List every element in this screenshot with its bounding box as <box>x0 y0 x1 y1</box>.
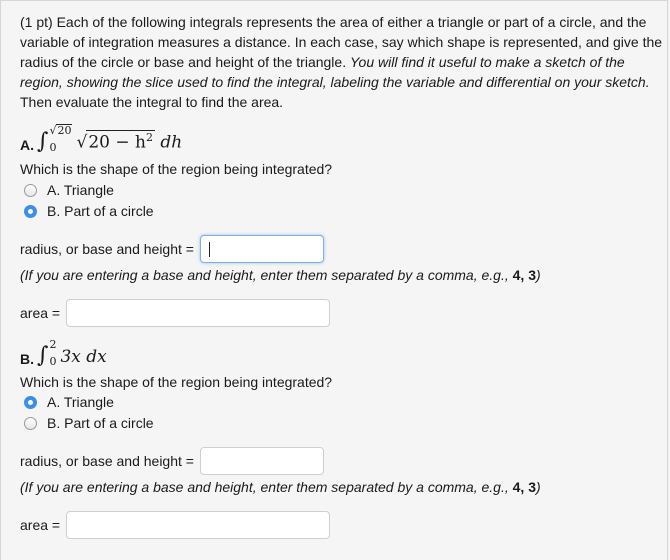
dims-label: radius, or base and height = <box>20 241 194 257</box>
part-a-area-row <box>20 299 330 327</box>
radio-button[interactable] <box>24 396 37 409</box>
part-b-dims-row <box>20 447 324 475</box>
part-a-upper-limit: 20 <box>57 124 72 137</box>
hint-example: 4, 3 <box>512 267 536 283</box>
part-a-area-input[interactable] <box>66 299 330 327</box>
area-label: area = <box>20 517 61 533</box>
part-a-hint <box>20 267 541 283</box>
intro-text: Each of the following integrals represents the area of either a triangle or part of a circle, and the variable of integration measures a distance. In each case, say which shape is represented, and give the radius of the circle or base and height of the triangle. <box>20 14 663 70</box>
part-a-dims-row <box>20 235 324 263</box>
hint-close: ) <box>536 479 541 495</box>
part-b-integral <box>20 337 107 367</box>
part-a-integral <box>20 123 182 153</box>
radio-button[interactable] <box>24 205 37 218</box>
part-a-question: Which is the shape of the region being integrated? <box>20 161 333 177</box>
option-label: A. Triangle <box>47 394 114 410</box>
hint-text: (If you are entering a base and height, enter them separated by a comma, e.g., <box>20 267 509 283</box>
intro-italic-text: You will find it useful to make a sketch of the region, showing the slice used to find the integral, labeling the variable and differential on your sketch. <box>20 54 650 90</box>
part-b-integrand: 3x dx <box>60 347 107 367</box>
part-b-upper-limit: 2 <box>49 338 57 351</box>
part-a-differential: dh <box>160 133 183 153</box>
area-label: area = <box>20 305 61 321</box>
part-b-area-input[interactable] <box>66 511 330 539</box>
problem-statement <box>20 12 665 112</box>
part-b-hint <box>20 479 541 495</box>
hint-example: 4, 3 <box>512 479 536 495</box>
part-b-question: Which is the shape of the region being integrated? <box>20 374 333 390</box>
part-b-lower-limit: 0 <box>49 355 57 368</box>
option-label: B. Part of a circle <box>47 415 154 431</box>
hint-close: ) <box>536 267 541 283</box>
part-b-limits <box>49 338 57 368</box>
part-b-label: B. <box>20 351 34 367</box>
part-a-dims-input[interactable] <box>200 235 324 263</box>
hint-text: (If you are entering a base and height, enter them separated by a comma, e.g., <box>20 479 509 495</box>
part-a-limits: √20 0 <box>49 124 72 154</box>
dims-label: radius, or base and height = <box>20 453 194 469</box>
part-a-label: A. <box>20 137 34 153</box>
part-a-lower-limit: 0 <box>49 141 57 154</box>
part-a-exponent: 2 <box>145 131 153 145</box>
part-b-option-triangle[interactable] <box>24 394 114 410</box>
points-label: (1 pt) <box>20 14 53 30</box>
integral-sign-icon: ∫ <box>37 343 49 368</box>
part-a-integrand: $√20 - h^2$ dh <box>76 131 183 153</box>
part-a-radicand: 20 − h <box>88 133 146 153</box>
part-b-area-row <box>20 511 330 539</box>
part-b-option-circle[interactable] <box>24 415 154 431</box>
radio-button[interactable] <box>24 417 37 430</box>
option-label: B. Part of a circle <box>47 203 154 219</box>
integral-sign-icon: ∫ <box>37 129 49 154</box>
part-b-dims-input[interactable] <box>200 447 324 475</box>
intro-text-end: Then evaluate the integral to find the area. <box>20 94 284 110</box>
radio-button[interactable] <box>24 184 37 197</box>
option-label: A. Triangle <box>47 182 114 198</box>
part-a-option-triangle[interactable] <box>24 182 114 198</box>
part-a-option-circle[interactable] <box>24 203 154 219</box>
